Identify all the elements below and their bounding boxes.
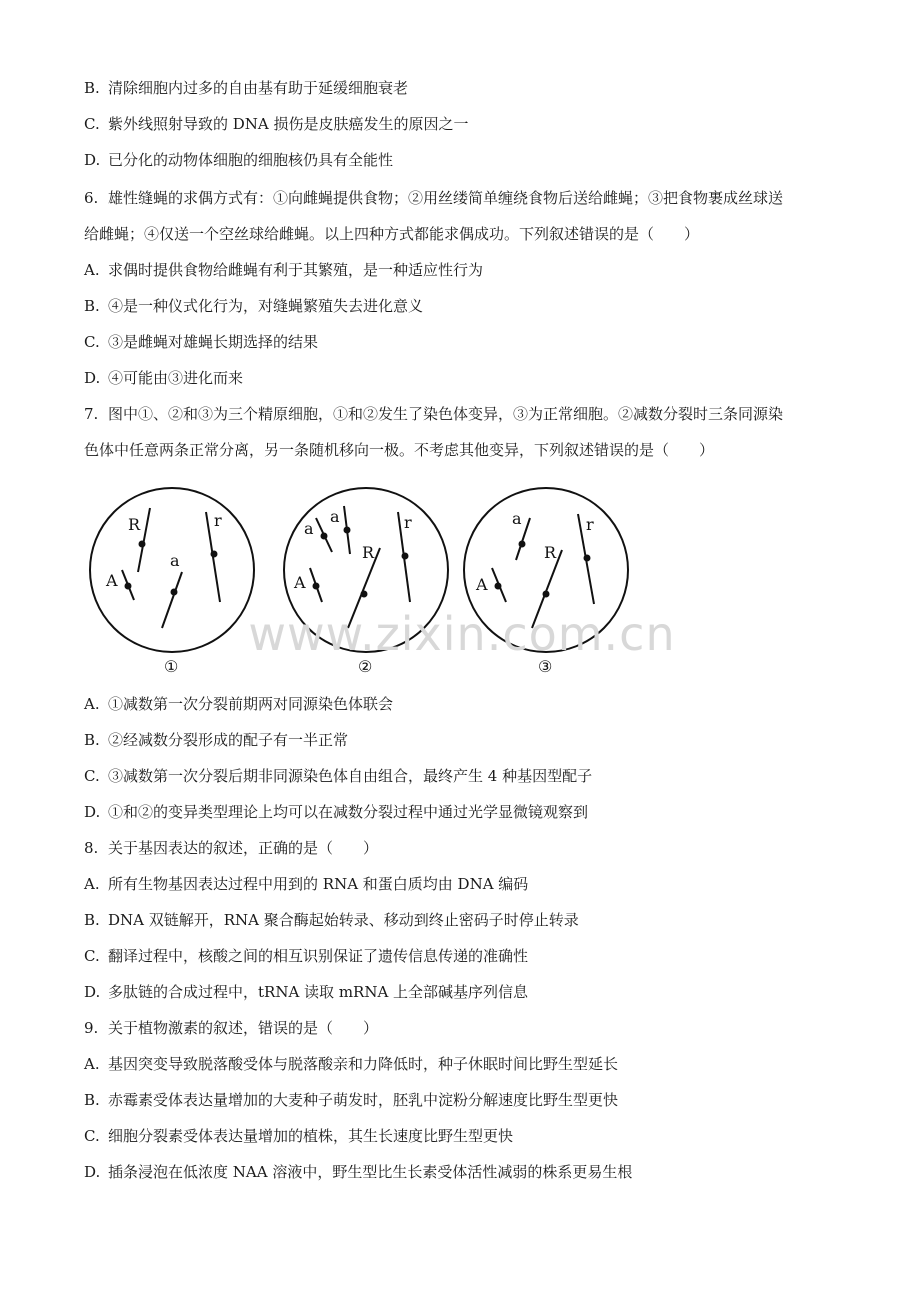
option-line: D. 多肽链的合成过程中，tRNA 读取 mRNA 上全部碱基序列信息 xyxy=(84,983,529,1001)
centromere xyxy=(543,591,550,598)
option-line: A. ①减数第一次分裂前期两对同源染色体联会 xyxy=(84,695,394,713)
chromosome xyxy=(162,572,182,628)
option-line: B. DNA 双链解开，RNA 聚合酶起始转录、移动到终止密码子时停止转录 xyxy=(84,911,579,929)
gene-label: A xyxy=(294,573,306,592)
centromere xyxy=(139,541,146,548)
question-stem-6-cont: 给雌蝇；④仅送一个空丝球给雌蝇。以上四种方式都能求偶成功。下列叙述错误的是（ ） xyxy=(84,225,700,243)
option-line: B. 赤霉素受体表达量增加的大麦种子萌发时，胚乳中淀粉分解速度比野生型更快 xyxy=(84,1091,619,1109)
gene-label: A xyxy=(106,571,118,590)
gene-label: a xyxy=(304,519,314,538)
gene-label: A xyxy=(476,575,488,594)
option-line: D. ④可能由③进化而来 xyxy=(84,369,244,387)
centromere xyxy=(344,527,351,534)
centromere xyxy=(313,583,320,590)
option-line: B. ④是一种仪式化行为，对缝蝇繁殖失去进化意义 xyxy=(84,297,424,315)
gene-label: R xyxy=(544,543,557,562)
option-line: B. 清除细胞内过多的自由基有助于延缓细胞衰老 xyxy=(84,79,409,97)
cell-caption: ③ xyxy=(538,657,553,676)
centromere xyxy=(125,583,132,590)
option-line: D. ①和②的变异类型理论上均可以在减数分裂过程中通过光学显微镜观察到 xyxy=(84,803,589,821)
cell-caption: ② xyxy=(358,657,373,676)
option-line: C. 翻译过程中，核酸之间的相互识别保证了遗传信息传递的准确性 xyxy=(84,947,529,965)
option-line: A. 求偶时提供食物给雌蝇有利于其繁殖，是一种适应性行为 xyxy=(84,261,484,279)
question-stem-8: 8. 关于基因表达的叙述，正确的是（ ） xyxy=(84,839,379,857)
option-line: A. 所有生物基因表达过程中用到的 RNA 和蛋白质均由 DNA 编码 xyxy=(84,875,529,893)
gene-label: R xyxy=(128,515,141,534)
centromere xyxy=(321,533,328,540)
watermark-text: www.zixin.com.cn xyxy=(248,607,676,661)
centromere xyxy=(402,553,409,560)
centromere xyxy=(361,591,368,598)
gene-label: a xyxy=(512,509,522,528)
question-stem-6: 6. 雄性缝蝇的求偶方式有：①向雌蝇提供食物；②用丝缕简单缠绕食物后送给雌蝇；③把食物裹成丝球送 xyxy=(84,189,784,207)
centromere xyxy=(584,555,591,562)
centromere xyxy=(171,589,178,596)
option-line: A. 基因突变导致脱落酸受体与脱落酸亲和力降低时，种子休眠时间比野生型延长 xyxy=(84,1055,619,1073)
question-stem-7-cont: 色体中任意两条正常分离，另一条随机移向一极。不考虑其他变异，下列叙述错误的是（ ） xyxy=(84,441,715,459)
cell-caption: ① xyxy=(164,657,179,676)
centromere xyxy=(495,583,502,590)
option-line: D. 插条浸泡在低浓度 NAA 溶液中，野生型比生长素受体活性减弱的株系更易生根 xyxy=(84,1163,633,1181)
gene-label: R xyxy=(362,543,375,562)
question-stem-7: 7. 图中①、②和③为三个精原细胞，①和②发生了染色体变异，③为正常细胞。②减数分裂时三条同源染 xyxy=(84,405,784,423)
gene-label: r xyxy=(586,515,594,534)
gene-label: a xyxy=(170,551,180,570)
option-line: D. 已分化的动物体细胞的细胞核仍具有全能性 xyxy=(84,151,394,169)
gene-label: r xyxy=(404,513,412,532)
centromere xyxy=(211,551,218,558)
option-line: C. 细胞分裂素受体表达量增加的植株，其生长速度比野生型更快 xyxy=(84,1127,514,1145)
centromere xyxy=(519,541,526,548)
option-line: C. 紫外线照射导致的 DNA 损伤是皮肤癌发生的原因之一 xyxy=(84,115,469,133)
option-line: C. ③减数第一次分裂后期非同源染色体自由组合，最终产生 4 种基因型配子 xyxy=(84,767,593,785)
gene-label: a xyxy=(330,507,340,526)
option-line: C. ③是雌蝇对雄蝇长期选择的结果 xyxy=(84,333,319,351)
option-line: B. ②经减数分裂形成的配子有一半正常 xyxy=(84,731,349,749)
question-stem-9: 9. 关于植物激素的叙述，错误的是（ ） xyxy=(84,1019,379,1037)
gene-label: r xyxy=(214,511,222,530)
